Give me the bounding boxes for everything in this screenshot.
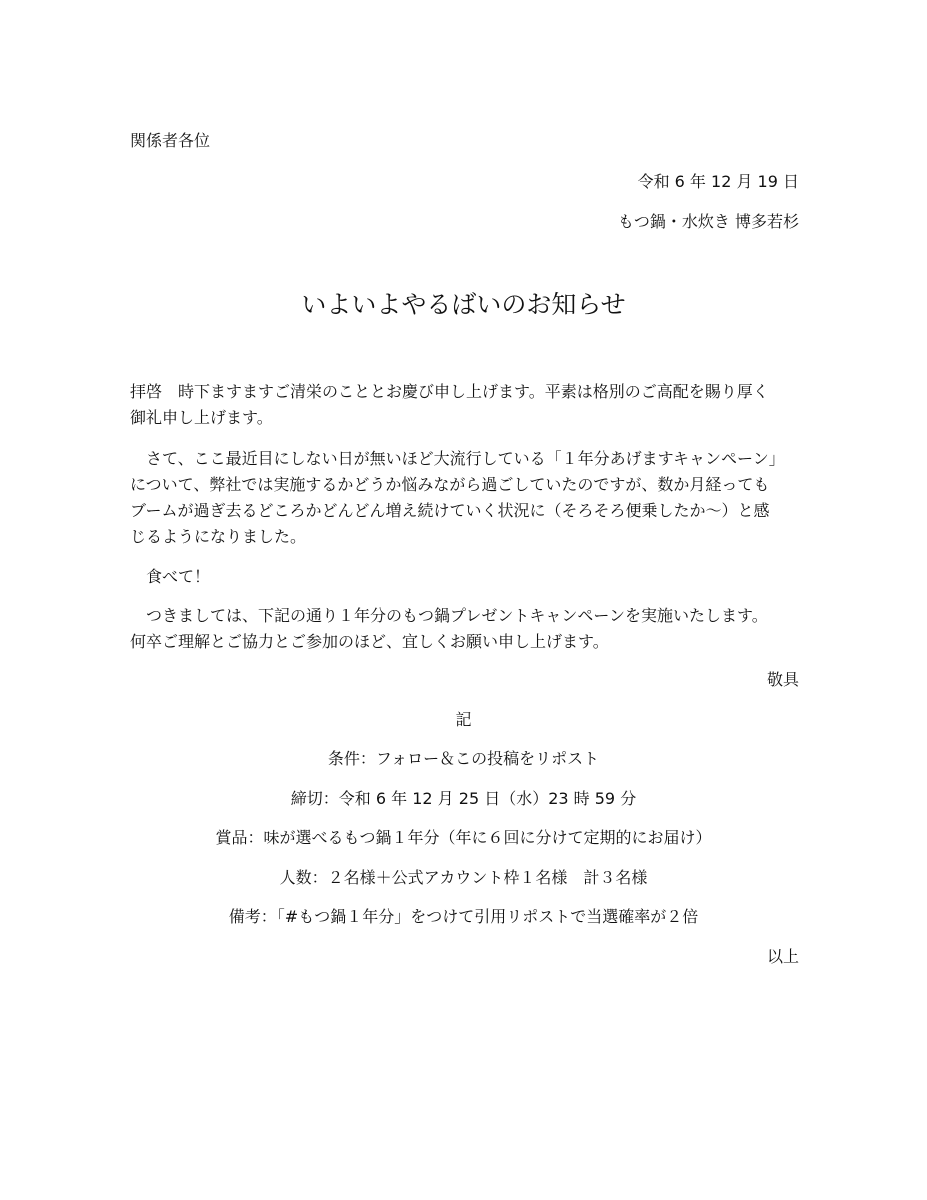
greeting-paragraph bbox=[130, 379, 810, 431]
body-line: 食べて！ bbox=[146, 567, 211, 586]
body-paragraph-2 bbox=[130, 564, 810, 590]
body-line: つきましては、下記の通り１年分のもつ鍋プレゼントキャンペーンを実施いたします。 bbox=[146, 606, 768, 625]
greeting-line: 御礼申し上げます。 bbox=[130, 408, 273, 427]
body-line: について、弊社では実施するかどうか悩みながら過ごしていたのですが、数か月経っても bbox=[130, 475, 770, 494]
ki-heading: 記 bbox=[455, 710, 472, 729]
sender-name: もつ鍋・水炊き 博多若杉 bbox=[617, 212, 799, 231]
body-line: 何卒ご理解とご協力とご参加のほど、宜しくお願い申し上げます。 bbox=[130, 632, 609, 651]
greeting-line: 拝啓 時下ますますご清栄のこととお慶び申し上げます。平素は格別のご高配を賜り厚く bbox=[130, 382, 769, 401]
addressee: 関係者各位 bbox=[130, 131, 211, 150]
body-line: じるようになりました。 bbox=[130, 527, 307, 546]
closing-keigu: 敬具 bbox=[766, 670, 799, 689]
body-paragraph-1 bbox=[130, 446, 810, 550]
body-paragraph-3 bbox=[130, 603, 810, 655]
end-ijou: 以上 bbox=[766, 947, 799, 966]
document-date: 令和 6 年 12 月 19 日 bbox=[637, 172, 799, 191]
body-line: ブームが過ぎ去るどころかどんどん増え続けていく状況に（そろそろ便乗したか〜）と感 bbox=[130, 501, 770, 520]
detail-conditions: 条件：フォロー＆この投稿をリポスト bbox=[327, 749, 600, 768]
detail-deadline: 締切：令和 6 年 12 月 25 日（水）23 時 59 分 bbox=[290, 789, 637, 808]
body-line: さて、ここ最近目にしない日が無いほど大流行している「１年分あげますキャンペーン」 bbox=[146, 449, 785, 468]
document-title: いよいよやるばいのお知らせ bbox=[301, 290, 626, 319]
detail-prize: 賞品：味が選べるもつ鍋１年分（年に６回に分けて定期的にお届け） bbox=[215, 828, 712, 847]
detail-remarks: 備考：「#もつ鍋１年分」をつけて引用リポストで当選確率が２倍 bbox=[228, 907, 699, 926]
detail-winners: 人数：２名様＋公式アカウント枠１名様 計３名様 bbox=[279, 868, 648, 887]
